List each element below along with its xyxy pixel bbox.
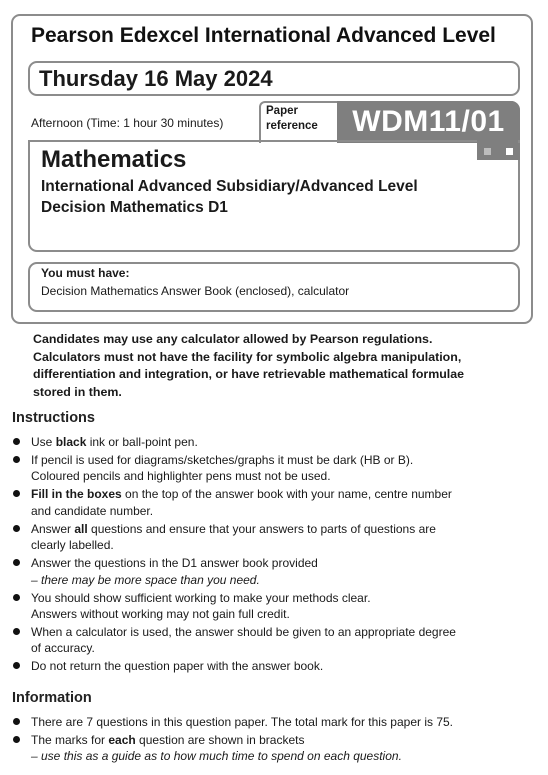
- text: on the top of the answer book with your name, centre number: [121, 487, 452, 502]
- text: If pencil is used for diagrams/sketches/graphs it must be dark (HB or B).: [31, 453, 414, 467]
- list-item: [12, 658, 542, 674]
- emphasis: Fill in the boxes: [31, 487, 122, 502]
- emphasis: each: [108, 733, 136, 747]
- exam-date: Thursday 16 May 2024: [28, 61, 520, 96]
- list-item: [12, 590, 542, 623]
- must-have-heading: You must have:: [41, 266, 130, 280]
- text: When a calculator is used, the answer should be given to an appropriate degree: [31, 625, 456, 640]
- text: Answers without working may not gain full credit.: [31, 607, 290, 622]
- text: clearly labelled.: [31, 538, 114, 553]
- text: Use: [31, 435, 56, 449]
- instructions-list: [12, 434, 542, 676]
- emphasis: black: [55, 435, 87, 449]
- paper-reference-code: WDM11/01: [337, 101, 520, 143]
- bullet-icon: [13, 438, 20, 445]
- text: ink or ball-point pen.: [86, 435, 198, 449]
- text: You should show sufficient working to make your methods clear.: [31, 590, 371, 605]
- list-item: [12, 434, 542, 450]
- text: Coloured pencils and highlighter pens must not be used.: [31, 469, 331, 484]
- information-heading: Information: [12, 690, 92, 706]
- list-item: [12, 452, 542, 485]
- emphasis: all: [74, 521, 88, 536]
- unit-name: Decision Mathematics D1: [41, 199, 228, 216]
- text: question are shown in brackets: [135, 733, 305, 747]
- subject-box-top-border: [28, 140, 477, 142]
- paper-reference-label: [266, 104, 318, 134]
- text: – use this as a guide as to how much time to spend on each question.: [31, 749, 402, 764]
- calculator-notice-line: differentiation and integration, or have retrievable mathematical formulae: [33, 367, 465, 381]
- bullet-icon: [13, 559, 20, 566]
- bullet-icon: [13, 628, 20, 635]
- text: There are 7 questions in this question paper. The total mark for this paper is 75.: [31, 715, 454, 729]
- qualification-level: International Advanced Subsidiary/Advanced Level: [41, 178, 418, 195]
- exam-title: Pearson Edexcel International Advanced Level: [31, 24, 496, 47]
- bullet-icon: [13, 718, 20, 725]
- subject-title: Mathematics: [41, 146, 187, 173]
- bullet-icon: [13, 594, 20, 601]
- list-item: [12, 732, 542, 765]
- bullet-icon: [13, 456, 20, 463]
- calculator-notice-line: Calculators must not have the facility for symbolic algebra manipulation,: [33, 349, 462, 364]
- text: questions and ensure that your answers to parts of questions are: [87, 521, 436, 536]
- paper-reference-label-line1: Paper: [266, 105, 298, 117]
- barcode-marker-icon: [477, 143, 520, 160]
- text: Answer: [31, 521, 75, 536]
- list-item: [12, 486, 542, 519]
- bullet-icon: [13, 525, 20, 532]
- calculator-notice-line: Candidates may use any calculator allowed by Pearson regulations.: [33, 332, 433, 346]
- list-item: [12, 624, 542, 657]
- text: Do not return the question paper with the answer book.: [31, 659, 324, 674]
- text: The marks for: [31, 733, 109, 747]
- text: – there may be more space than you need.: [31, 572, 260, 587]
- information-list: [12, 714, 542, 766]
- paper-reference-label-line2: reference: [266, 120, 318, 132]
- list-item: [12, 521, 542, 554]
- must-have-items: Decision Mathematics Answer Book (enclosed), calculator: [41, 284, 350, 298]
- text: Answer the questions in the D1 answer book provided: [31, 556, 318, 571]
- text: and candidate number.: [31, 503, 154, 518]
- text: of accuracy.: [31, 641, 95, 656]
- calculator-notice-line: stored in them.: [33, 384, 122, 399]
- instructions-heading: Instructions: [12, 410, 95, 426]
- list-item: [12, 555, 542, 588]
- bullet-icon: [13, 736, 20, 743]
- exam-session: Afternoon (Time: 1 hour 30 minutes): [31, 116, 224, 130]
- list-item: [12, 714, 542, 730]
- bullet-icon: [13, 490, 20, 497]
- bullet-icon: [13, 662, 20, 669]
- calculator-notice: [33, 331, 533, 401]
